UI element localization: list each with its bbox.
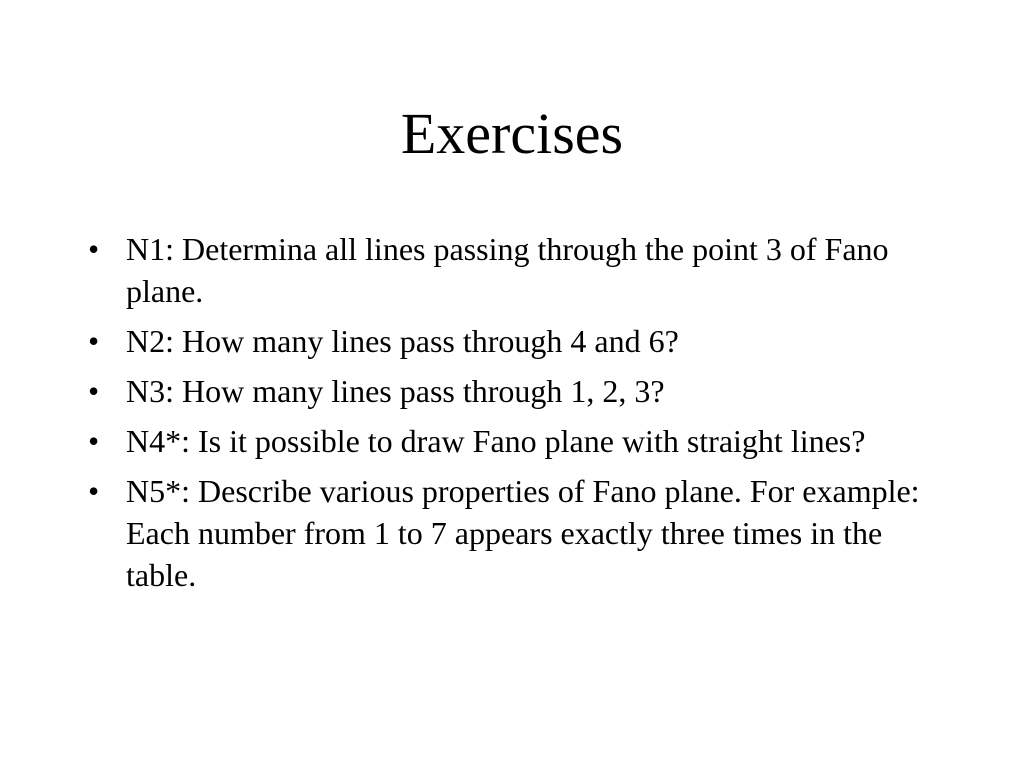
bullet-marker: • — [88, 473, 100, 509]
bullet-item-n1 — [88, 228, 928, 312]
bullet-item-n5 — [88, 470, 928, 596]
bullet-text: N4*: Is it possible to draw Fano plane with straight lines? — [126, 423, 866, 459]
bullet-item-n4 — [88, 420, 928, 462]
bullet-marker: • — [88, 373, 100, 409]
bullet-text: N5*: Describe various properties of Fano plane. For example: Each number from 1 to 7 appears exactly three times in the table. — [126, 473, 920, 593]
bullet-marker: • — [88, 323, 100, 359]
bullet-marker: • — [88, 231, 100, 267]
bullet-item-n3 — [88, 370, 928, 412]
bullet-list — [88, 228, 928, 604]
slide-title: Exercises — [400, 101, 624, 166]
bullet-text: N1: Determina all lines passing through the point 3 of Fano plane. — [126, 231, 889, 309]
bullet-text: N3: How many lines pass through 1, 2, 3? — [126, 373, 665, 409]
bullet-item-n2 — [88, 320, 928, 362]
bullet-marker: • — [88, 423, 100, 459]
bullet-text: N2: How many lines pass through 4 and 6? — [126, 323, 679, 359]
